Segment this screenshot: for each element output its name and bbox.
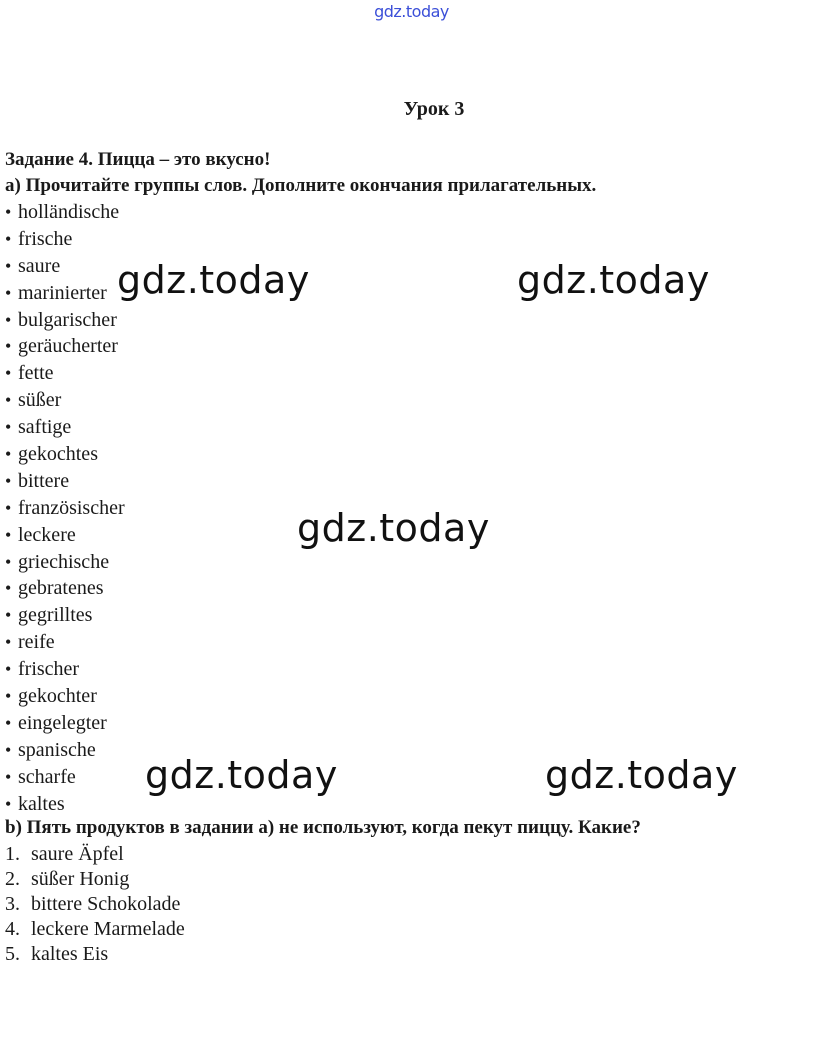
list-item bbox=[5, 629, 125, 656]
watermark: gdz.today bbox=[297, 506, 490, 550]
answer-text: süßer Honig bbox=[31, 868, 130, 890]
bullet-icon: • bbox=[5, 739, 12, 760]
word-text: reife bbox=[18, 631, 55, 654]
bullet-icon: • bbox=[5, 282, 12, 303]
word-text: bulgarischer bbox=[18, 308, 117, 331]
list-item bbox=[5, 575, 125, 602]
word-text: saure bbox=[18, 254, 61, 277]
word-text: frischer bbox=[18, 658, 80, 681]
bullet-icon: • bbox=[5, 766, 12, 787]
answer-text: bittere Schokolade bbox=[31, 893, 181, 915]
bullet-icon: • bbox=[5, 417, 12, 438]
bullet-icon: • bbox=[5, 686, 12, 707]
list-item bbox=[5, 549, 125, 576]
list-item bbox=[5, 307, 125, 334]
part-b-instruction: b) Пять продуктов в задании а) не используют, когда пекут пиццу. Какие? bbox=[5, 817, 641, 838]
answer-number: 5. bbox=[5, 943, 20, 965]
word-text: geräucherter bbox=[18, 335, 118, 358]
bullet-icon: • bbox=[5, 712, 12, 733]
list-item bbox=[5, 683, 125, 710]
bullet-icon: • bbox=[5, 659, 12, 680]
site-link[interactable]: gdz.today bbox=[374, 2, 449, 21]
bullet-icon: • bbox=[5, 390, 12, 411]
bullet-icon: • bbox=[5, 444, 12, 465]
bullet-icon: • bbox=[5, 793, 12, 814]
bullet-icon: • bbox=[5, 470, 12, 491]
answer-number: 4. bbox=[5, 918, 20, 940]
word-text: gebratenes bbox=[18, 577, 104, 600]
word-text: griechische bbox=[18, 550, 110, 573]
answer-text: leckere Marmelade bbox=[31, 918, 185, 940]
word-text: gekochter bbox=[18, 685, 97, 708]
bullet-icon: • bbox=[5, 255, 12, 276]
bullet-icon: • bbox=[5, 524, 12, 545]
list-item bbox=[5, 253, 125, 280]
word-text: scharfe bbox=[18, 765, 76, 788]
bullet-icon: • bbox=[5, 605, 12, 626]
bullet-icon: • bbox=[5, 336, 12, 357]
word-text: bittere bbox=[18, 469, 70, 492]
answer-item bbox=[5, 842, 185, 867]
list-item bbox=[5, 414, 125, 441]
word-text: fette bbox=[18, 362, 54, 385]
list-item bbox=[5, 656, 125, 683]
word-text: süßer bbox=[18, 389, 62, 412]
bullet-icon: • bbox=[5, 309, 12, 330]
list-item bbox=[5, 495, 125, 522]
list-item bbox=[5, 441, 125, 468]
list-item bbox=[5, 522, 125, 549]
word-text: gegrilltes bbox=[18, 604, 93, 627]
part-a-instruction: а) Прочитайте группы слов. Дополните окончания прилагательных. bbox=[5, 175, 597, 196]
answer-list bbox=[5, 842, 185, 967]
list-item bbox=[5, 737, 125, 764]
watermark: gdz.today bbox=[545, 753, 738, 797]
list-item bbox=[5, 710, 125, 737]
word-text: leckere bbox=[18, 523, 76, 546]
watermark: gdz.today bbox=[517, 258, 710, 302]
list-item bbox=[5, 791, 125, 818]
answer-number: 3. bbox=[5, 893, 20, 915]
word-text: gekochtes bbox=[18, 443, 98, 466]
word-text: marinierter bbox=[18, 281, 107, 304]
word-list bbox=[5, 199, 125, 817]
list-item bbox=[5, 468, 125, 495]
bullet-icon: • bbox=[5, 228, 12, 249]
answer-text: kaltes Eis bbox=[31, 943, 109, 965]
list-item bbox=[5, 387, 125, 414]
answer-item bbox=[5, 867, 185, 892]
word-text: saftige bbox=[18, 416, 72, 439]
word-text: frische bbox=[18, 227, 73, 250]
word-text: eingelegter bbox=[18, 711, 107, 734]
word-text: französischer bbox=[18, 496, 125, 519]
watermark: gdz.today bbox=[117, 258, 310, 302]
answer-item bbox=[5, 892, 185, 917]
bullet-icon: • bbox=[5, 578, 12, 599]
answer-item bbox=[5, 942, 185, 967]
bullet-icon: • bbox=[5, 202, 12, 222]
list-item bbox=[5, 226, 125, 253]
bullet-icon: • bbox=[5, 551, 12, 572]
word-text: kaltes bbox=[18, 792, 65, 815]
bullet-icon: • bbox=[5, 497, 12, 518]
word-text: spanische bbox=[18, 738, 96, 761]
watermark: gdz.today bbox=[145, 753, 338, 797]
list-item bbox=[5, 280, 125, 307]
answer-text: saure Äpfel bbox=[31, 843, 124, 865]
list-item bbox=[5, 199, 125, 226]
answer-item bbox=[5, 917, 185, 942]
list-item bbox=[5, 764, 125, 791]
word-text: holländische bbox=[18, 201, 120, 223]
bullet-icon: • bbox=[5, 363, 12, 384]
list-item bbox=[5, 360, 125, 387]
list-item bbox=[5, 602, 125, 629]
answer-number: 1. bbox=[5, 843, 20, 865]
lesson-title: Урок 3 bbox=[403, 98, 465, 120]
list-item bbox=[5, 333, 125, 360]
bullet-icon: • bbox=[5, 632, 12, 653]
task-title: Задание 4. Пицца – это вкусно! bbox=[5, 149, 271, 170]
answer-number: 2. bbox=[5, 868, 20, 890]
